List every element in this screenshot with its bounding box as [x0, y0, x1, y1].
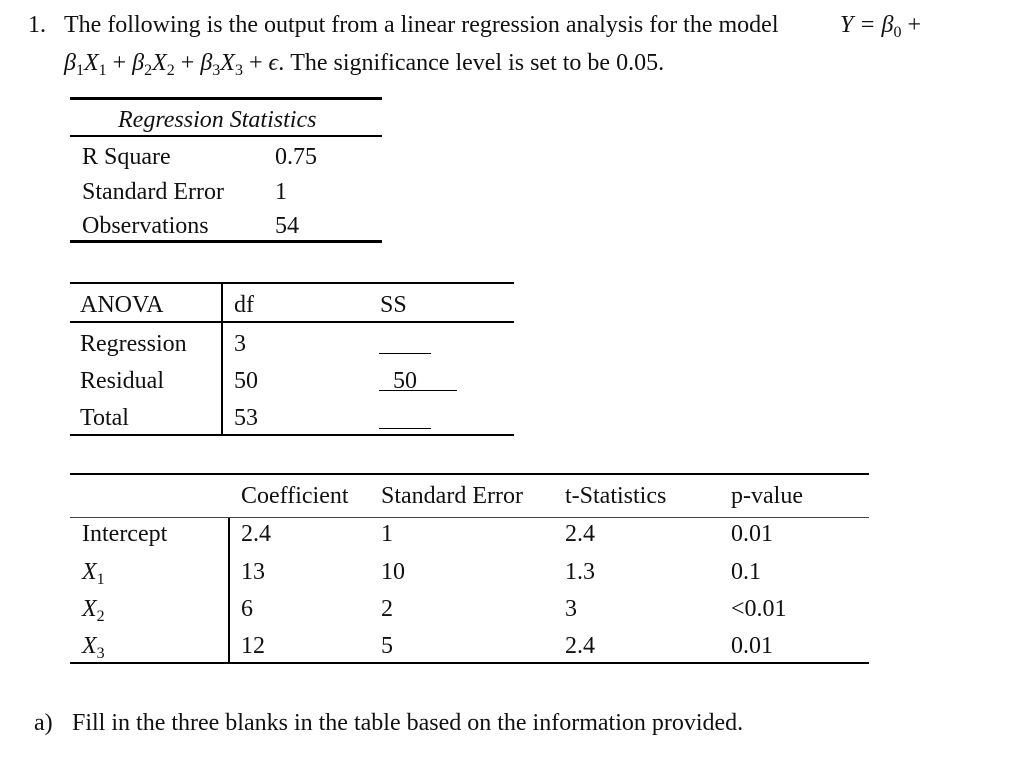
coef-header-t-statistics: t-Statistics: [565, 483, 667, 509]
model-equation-line1: [840, 12, 922, 41]
anova-vertical-rule: [221, 282, 223, 435]
anova-top-rule: [70, 282, 514, 284]
anova-label-regression: Regression: [80, 331, 187, 357]
rs-label-standard-error: Standard Error: [82, 179, 224, 205]
anova-header-label: ANOVA: [80, 292, 164, 318]
anova-header-rule: [70, 321, 514, 323]
rs-value-standard-error: 1: [275, 179, 287, 205]
coef-label-x2: $X_2$: [82, 596, 105, 625]
se-value-x3: 5: [381, 633, 393, 659]
coef-label-x1: $X_1$: [82, 559, 105, 588]
t-value-x3: 2.4: [565, 633, 595, 659]
anova-ss-residual-underline: [379, 390, 457, 391]
term-3: $\beta_3X_3$: [200, 50, 243, 79]
coef-label-x3: $X_3$: [82, 633, 105, 662]
t-value-x1: 1.3: [565, 559, 595, 585]
term-1: $\beta_1X_1$: [64, 50, 107, 79]
t-value-x2: 3: [565, 596, 577, 622]
coef-value-intercept: 2.4: [241, 521, 271, 547]
coef-value-x2: 6: [241, 596, 253, 622]
rs-title: Regression Statistics: [118, 107, 317, 133]
rs-mid-rule: [70, 135, 382, 137]
epsilon: ϵ: [268, 50, 279, 76]
rs-top-rule: [70, 97, 382, 100]
anova-header-df: df: [234, 292, 254, 318]
p-value-x2: <0.01: [731, 596, 787, 622]
anova-label-total: Total: [80, 405, 129, 431]
coef-header-coefficient: Coefficient: [241, 483, 349, 509]
anova-df-regression: 3: [234, 331, 246, 357]
t-value-intercept: 2.4: [565, 521, 595, 547]
anova-bottom-rule: [70, 434, 514, 436]
p-value-x1: 0.1: [731, 559, 761, 585]
rs-bottom-rule: [70, 240, 382, 243]
rs-label-observations: Observations: [82, 213, 209, 239]
anova-label-residual: Residual: [80, 368, 164, 394]
coef-vertical-rule: [228, 518, 230, 663]
term-2: $\beta_2X_2$: [132, 50, 175, 79]
model-lhs: Y = β: [840, 12, 894, 38]
model-line1-tail: +: [901, 12, 922, 38]
coef-bottom-rule: [70, 662, 869, 664]
se-value-x1: 10: [381, 559, 405, 585]
p-value-x3: 0.01: [731, 633, 773, 659]
se-value-x2: 2: [381, 596, 393, 622]
se-value-intercept: 1: [381, 521, 393, 547]
coef-label-intercept: Intercept: [82, 521, 168, 547]
anova-ss-total-blank[interactable]: [379, 428, 431, 429]
model-equation-line2: $\beta_1X_1 + \beta_2X_2 + \beta_3X_3 + \epsilon$. The significance level is set to be 0.05.: [64, 50, 665, 79]
coef-value-x3: 12: [241, 633, 265, 659]
rs-label-r-square: R Square: [82, 144, 171, 170]
anova-ss-regression-blank[interactable]: [379, 353, 431, 354]
part-a-text: Fill in the three blanks in the table based on the information provided.: [72, 710, 744, 736]
question-intro: The following is the output from a linear regression analysis for the model: [64, 12, 779, 38]
beta0-subscript: 0: [893, 24, 902, 41]
coef-value-x1: 13: [241, 559, 265, 585]
coef-top-rule: [70, 473, 869, 475]
significance-text: . The significance level is set to be 0.05.: [278, 50, 665, 76]
anova-df-total: 53: [234, 405, 258, 431]
coef-header-standard-error: Standard Error: [381, 483, 523, 509]
anova-df-residual: 50: [234, 368, 258, 394]
rs-value-observations: 54: [275, 213, 299, 239]
rs-value-r-square: 0.75: [275, 144, 317, 170]
coef-header-rule: [70, 517, 869, 518]
part-a-marker: a): [34, 710, 53, 736]
question-number: 1.: [28, 12, 46, 38]
coef-header-p-value: p-value: [731, 483, 803, 509]
p-value-intercept: 0.01: [731, 521, 773, 547]
anova-header-ss: SS: [380, 292, 407, 318]
anova-ss-residual: 50: [393, 368, 417, 394]
